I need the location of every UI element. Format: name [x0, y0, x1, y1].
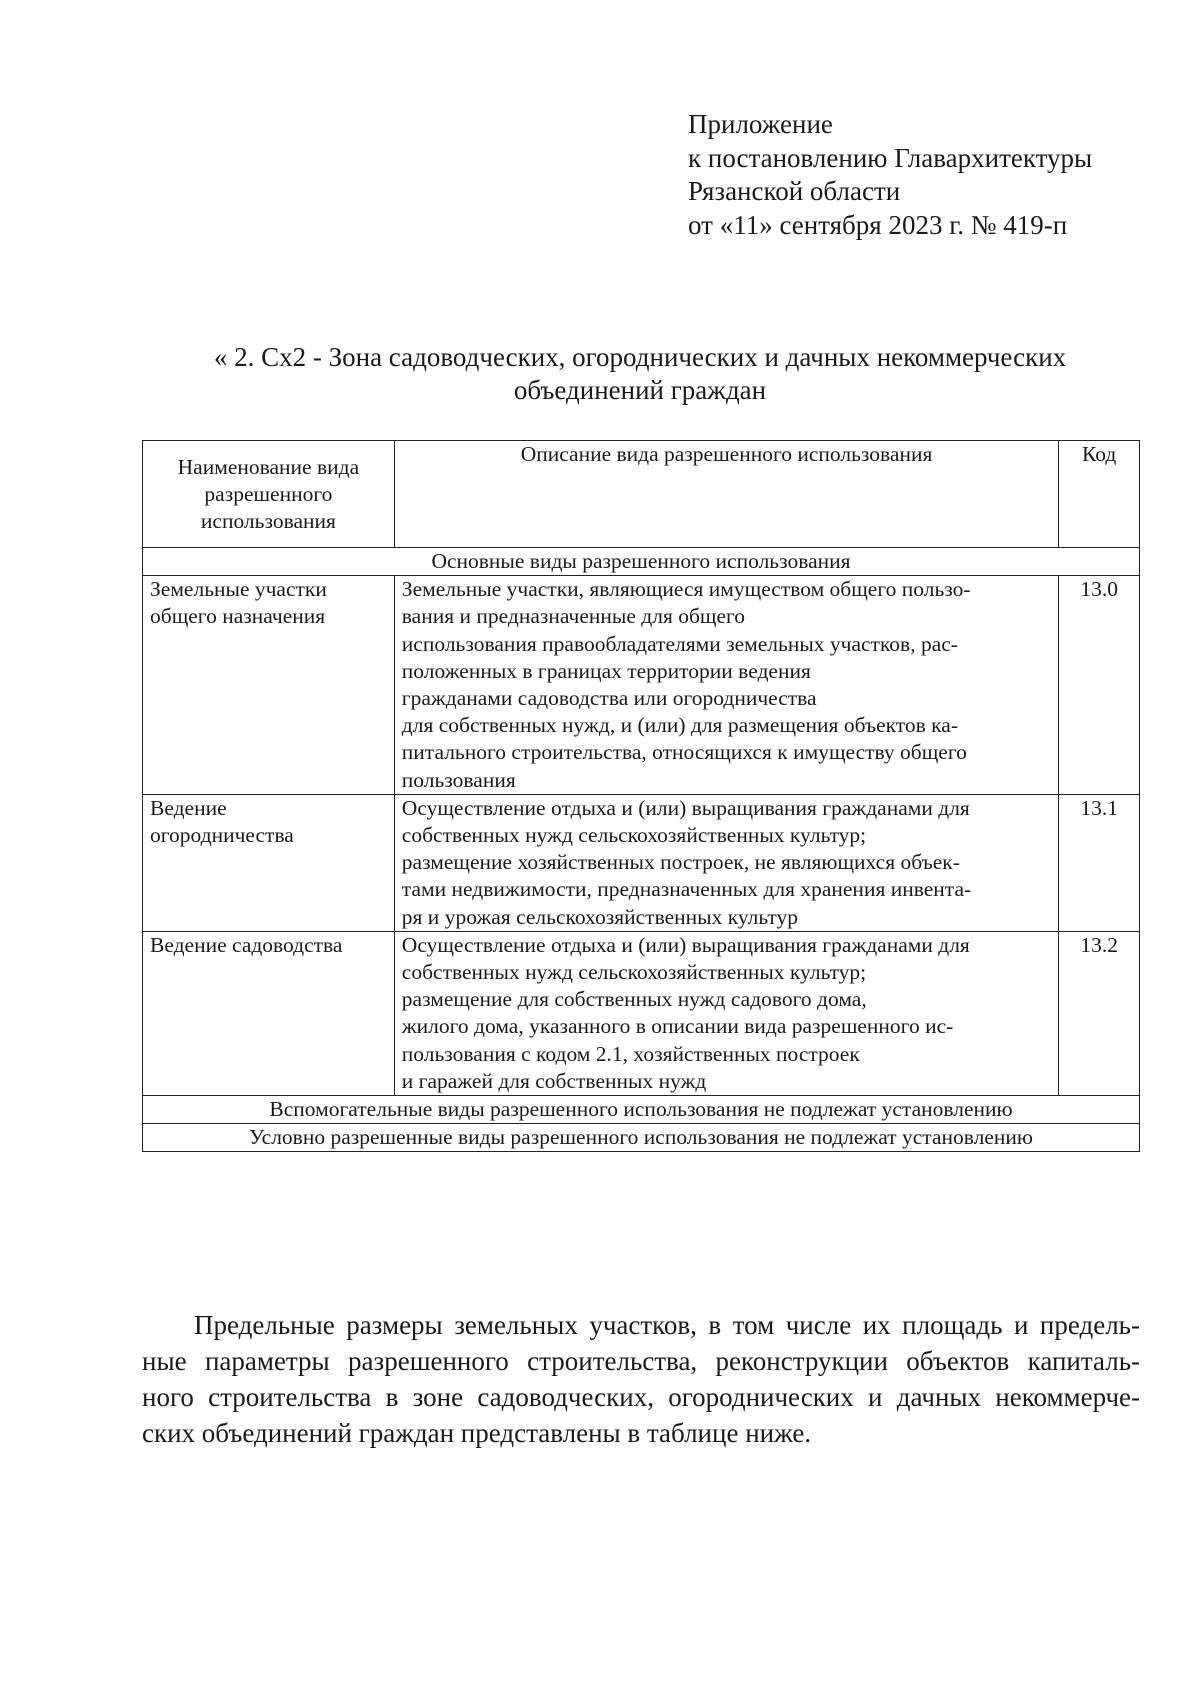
- header-name-cell: [143, 441, 395, 548]
- zone-title: [140, 341, 1140, 407]
- use-name-line: огородничества: [150, 823, 294, 848]
- use-description-line: жилого дома, указанного в описании вида разрешенного ис-: [401, 1014, 954, 1039]
- use-description-line: вания и предназначенные для общего: [401, 604, 746, 629]
- appendix-header-line: от «11» сентября 2023 г. № 419-п: [688, 209, 1068, 240]
- use-description-line: размещение для собственных нужд садового дома,: [401, 987, 867, 1012]
- main-section-row: [143, 548, 1140, 576]
- use-description-line: собственных нужд сельскохозяйственных культур;: [401, 960, 867, 985]
- use-description-line: ря и урожая сельскохозяйственных культур: [401, 904, 798, 929]
- use-description-line: размещение хозяйственных построек, не являющихся объек-: [401, 850, 960, 875]
- use-description-line: гражданами садоводства или огородничества: [401, 686, 817, 711]
- appendix-header: [688, 108, 1092, 242]
- use-description-line: питального строительства, относящихся к имуществу общего: [401, 740, 967, 765]
- use-name-line: Ведение: [150, 795, 227, 820]
- table-row: [143, 794, 1140, 931]
- table-row: [143, 576, 1140, 795]
- header-code-cell: Код: [1059, 441, 1140, 548]
- use-code-cell: 13.0: [1059, 576, 1140, 795]
- use-description-line: пользования: [401, 767, 516, 792]
- use-name-line: Земельные участки: [150, 577, 327, 602]
- use-description-line: собственных нужд сельскохозяйственных культур;: [401, 823, 867, 848]
- use-description-cell: [394, 794, 1058, 931]
- use-description-line: Осуществление отдыха и (или) выращивания гражданами для: [401, 795, 970, 820]
- use-name-cell: [143, 931, 395, 1095]
- auxiliary-section-label: Вспомогательные виды разрешенного использования не подлежат установлению: [143, 1096, 1140, 1124]
- header-description-cell: Описание вида разрешенного использования: [394, 441, 1058, 548]
- use-description-line: и гаражей для собственных нужд: [401, 1068, 707, 1093]
- use-description-line: тами недвижимости, предназначенных для хранения инвента-: [401, 877, 972, 902]
- appendix-header-line: Рязанской области: [688, 176, 901, 206]
- use-name-cell: [143, 576, 395, 795]
- use-code-cell: 13.1: [1059, 794, 1140, 931]
- table-header-row: [143, 441, 1140, 548]
- conditional-section-label: Условно разрешенные виды разрешенного использования не подлежат установлению: [143, 1124, 1140, 1152]
- header-name-line: использования: [200, 509, 336, 534]
- header-name-line: разрешенного: [204, 482, 333, 507]
- use-description-cell: [394, 576, 1058, 795]
- header-name-line: Наименование вида: [177, 455, 360, 479]
- appendix-header-line: к постановлению Главархитектуры: [688, 142, 1093, 173]
- paragraph-line: ного строительства в зоне садоводческих, огороднических и дачных некоммерче-: [142, 1382, 1140, 1412]
- zone-title-line-1: « 2. Сх2 - Зона садоводческих, огороднических и дачных некоммерческих: [213, 342, 1067, 372]
- paragraph-line: Предельные размеры земельных участков, в том числе их площадь и предель-: [194, 1310, 1140, 1340]
- use-name-cell: [143, 794, 395, 931]
- use-code-cell: 13.2: [1059, 931, 1140, 1095]
- use-description-line: пользования с кодом 2.1, хозяйственных построек: [401, 1041, 860, 1066]
- use-description-line: для собственных нужд, и (или) для размещения объектов ка-: [401, 713, 959, 738]
- use-description-cell: [394, 931, 1058, 1095]
- zone-title-line-2: объединений граждан: [513, 375, 767, 405]
- paragraph-line: ные параметры разрешенного строительства, реконструкции объектов капиталь-: [142, 1346, 1140, 1376]
- limits-paragraph: [142, 1307, 1140, 1451]
- use-description-line: Осуществление отдыха и (или) выращивания гражданами для: [401, 932, 970, 957]
- appendix-header-line: Приложение: [688, 109, 833, 139]
- main-section-label: Основные виды разрешенного использования: [143, 548, 1140, 576]
- use-description-line: Земельные участки, являющиеся имуществом общего пользо-: [401, 577, 971, 602]
- auxiliary-section-row: [143, 1096, 1140, 1124]
- use-description-line: использования правообладателями земельных участков, рас-: [401, 631, 958, 656]
- paragraph-line: ских объединений граждан представлены в таблице ниже.: [142, 1418, 812, 1448]
- use-name-line: Ведение садоводства: [150, 932, 343, 957]
- use-description-line: положенных в границах территории ведения: [401, 658, 811, 683]
- permitted-use-table: [142, 440, 1140, 1152]
- conditional-section-row: [143, 1124, 1140, 1152]
- table-row: [143, 931, 1140, 1095]
- use-name-line: общего назначения: [150, 604, 326, 629]
